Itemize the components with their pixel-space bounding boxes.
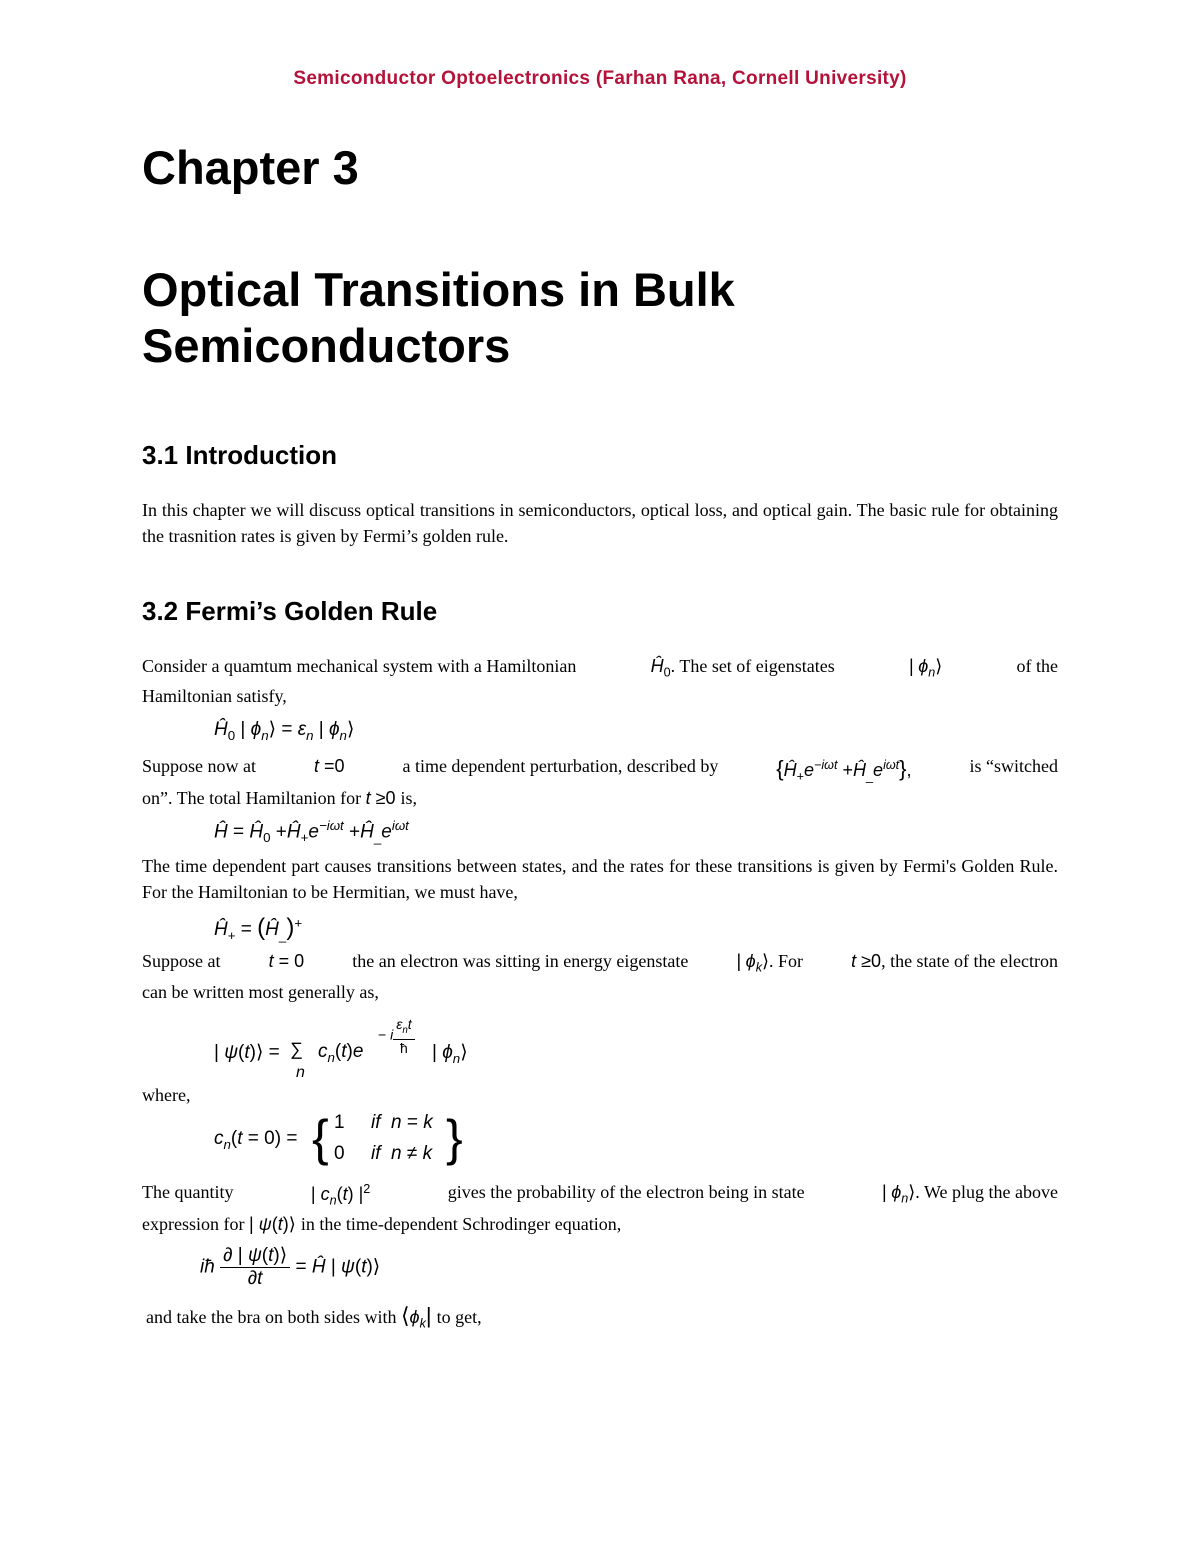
text-fragment: Suppose now at <box>142 756 256 776</box>
math-t-geq-0: t ≥0, the state of the electron <box>851 951 1058 971</box>
text-fragment: and take the bra on both sides with <box>146 1307 397 1327</box>
text-fragment: the an electron was sitting in energy eigenstate <box>352 951 689 971</box>
math-ket-phi-k: | $\phi_k⟩$. For <box>736 951 804 975</box>
math-t-equals-0: t =0 <box>313 756 345 776</box>
math-bra-phi-k: $⟨\phi_k|$ <box>400 1303 432 1331</box>
paragraph-6 <box>146 1303 1062 1331</box>
intro-paragraph: In this chapter we will discuss optical transitions in semiconductors, optical loss, and optical gain. The basic rule for obtaining the trasnition rates is given by Fermi’s golden rule. <box>142 500 1058 546</box>
text-fragment: a time dependent perturbation, described by <box>402 756 719 776</box>
paragraph-4-line-2: can be written most generally as, <box>142 982 379 1002</box>
running-header: Semiconductor Optoelectronics (Farhan Rana, Cornell University) <box>293 68 907 89</box>
text-fragment: . For <box>769 951 804 971</box>
text-fragment: expression for <box>142 1214 245 1234</box>
text-fragment: , the state of the electron <box>881 951 1058 971</box>
text-fragment: on”. The total Hamiltanion for <box>142 788 362 808</box>
text-fragment: to get, <box>436 1307 482 1327</box>
equation-total-hamiltonian: Ĥ = $Ĥ_0$ $+Ĥ_+e^{-i\omega t}$ $+Ĥ_{\_}e^{i\omega t}$ <box>214 818 409 846</box>
text-fragment: . We plug the above <box>915 1182 1058 1202</box>
text-fragment: of the <box>1016 656 1058 676</box>
section-heading-introduction: 3.1 Introduction <box>142 440 337 470</box>
paragraph-1-line-2: Hamiltonian satisfy, <box>142 686 287 706</box>
math-ket-phi-n: | $\phi_n⟩$ <box>909 656 943 680</box>
paragraph-5-line-2 <box>142 1214 1058 1235</box>
text-fragment: Suppose at <box>142 951 221 971</box>
text-fragment: Consider a quamtum mechanical system with a Hamiltonian <box>142 656 577 676</box>
paragraph-1-line-1 <box>142 656 1058 680</box>
paragraph-2-line-2 <box>142 788 1058 809</box>
paragraph-4-line-1 <box>142 951 1058 975</box>
section-heading-fermi-golden-rule: 3.2 Fermi’s Golden Rule <box>142 596 438 626</box>
math-probability: | $c_n(t)$ $|^2$ <box>310 1182 371 1208</box>
text-fragment: gives the probability of the electron being in state <box>447 1182 805 1202</box>
where-label: where, <box>142 1085 191 1105</box>
math-t-equals-0: t = 0 <box>268 951 305 971</box>
equation-hermitian: $Ĥ_+$ = $(Ĥ_{\_})^+$ <box>214 914 303 943</box>
math-perturbation: {$Ĥ_+e^{-i\omega t}$ $+Ĥ_{\_}e^{i\omega t}$}, <box>776 756 912 784</box>
math-h0: $Ĥ_0$. The set of eigenstates <box>650 656 835 680</box>
paragraph-5-line-1 <box>142 1182 1058 1208</box>
text-fragment: is, <box>400 788 418 808</box>
equation-schrodinger: iħ $\frac{\partial | \psi(t)⟩}{\partial t}$ = Ĥ | ψ(t)⟩ <box>200 1245 381 1289</box>
chapter-title <box>142 262 735 374</box>
text-fragment: is “switched <box>969 756 1058 776</box>
text-fragment: . The set of eigenstates <box>670 656 835 676</box>
chapter-title-line-2: Semiconductors <box>142 319 511 372</box>
chapter-title-line-1: Optical Transitions in Bulk <box>142 263 735 316</box>
equation-initial-condition: $c_n(t = 0)$ = { 1 if n = k 0 if n ≠ k } <box>214 1110 463 1166</box>
paragraph-3: The time dependent part causes transitions between states, and the rates for these transitions is given by Fermi's Golden Rule. For the Hamiltonian to be Hermitian, we must have, <box>142 856 1058 902</box>
text-fragment: The quantity <box>142 1182 234 1202</box>
math-t-geq-0: t ≥0 <box>365 788 396 808</box>
math-ket-phi-n: | $\phi_n⟩$. We plug the above <box>882 1182 1058 1206</box>
text-fragment: in the time-dependent Schrodinger equation, <box>300 1214 622 1234</box>
math-ket-psi: | ψ(t)⟩ <box>248 1214 296 1234</box>
chapter-label: Chapter 3 <box>142 141 359 194</box>
equation-eigenvalue: $Ĥ_0$ | $\phi_n⟩ = \varepsilon_n$ | $\phi_n⟩$ <box>214 719 355 743</box>
paragraph-2-line-1 <box>142 756 1058 784</box>
